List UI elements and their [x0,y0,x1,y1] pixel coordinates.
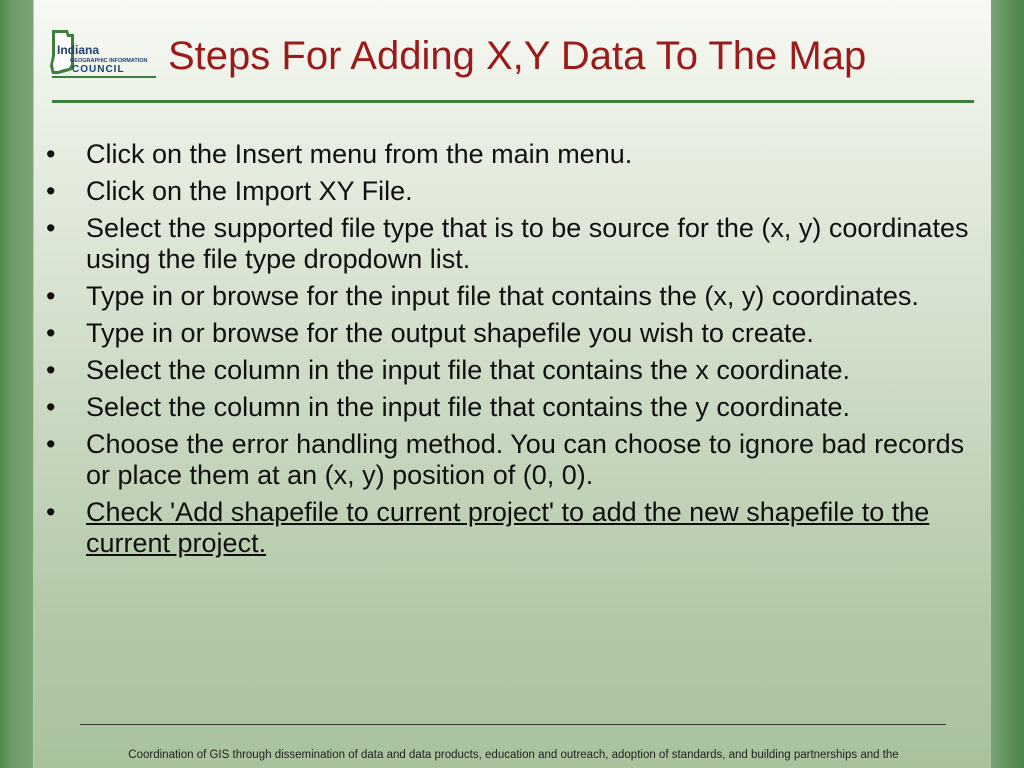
bullet-item [46,318,976,349]
bullet-item [46,429,976,491]
bullet-text: Check 'Add shapefile to current project' to add the new shapefile to the current project. [86,497,930,558]
bullet-icon: • [46,392,56,422]
bullet-item [46,213,976,275]
slide-title: Steps For Adding X,Y Data To The Map [168,34,867,78]
bullet-text: Select the column in the input file that contains the x coordinate. [86,355,850,385]
bullet-item [46,392,976,423]
svg-text:Indiana: Indiana [57,43,100,57]
bullet-icon: • [46,281,56,311]
bullet-icon: • [46,429,56,459]
svg-text:GEOGRAPHIC INFORMATION: GEOGRAPHIC INFORMATION [70,58,148,64]
bullet-text: Select the supported file type that is to be source for the (x, y) coordinates using the file type dropdown list. [86,213,969,274]
bullet-item [46,139,976,170]
bullet-item [46,497,976,559]
bullet-text: Choose the error handling method. You can choose to ignore bad records or place them at an (x, y) position of (0, 0). [86,429,965,490]
indiana-state-logo-icon [46,26,160,82]
bullet-text: Click on the Import XY File. [86,176,413,206]
bullet-icon: • [46,176,56,206]
footer-text: Coordination of GIS through dissemination of data and data products, education and outreach, adoption of standards, and building partnerships and the [128,749,899,761]
bullet-text: Type in or browse for the output shapefile you wish to create. [86,318,814,348]
bullet-item [46,281,976,312]
bullet-icon: • [46,318,56,348]
bullet-item [46,355,976,386]
footer-divider [80,724,946,725]
svg-text:COUNCIL: COUNCIL [72,64,125,75]
bullet-icon: • [46,139,56,169]
bullet-item [46,176,976,207]
igic-logo [46,26,160,82]
title-divider [52,100,974,103]
bullet-text: Type in or browse for the input file that contains the (x, y) coordinates. [86,281,919,311]
bullet-icon: • [46,355,56,385]
bullet-list [46,139,976,565]
bullet-icon: • [46,497,56,527]
bullet-icon: • [46,213,56,243]
bullet-text: Select the column in the input file that contains the y coordinate. [86,392,850,422]
bullet-text: Click on the Insert menu from the main menu. [86,139,633,169]
